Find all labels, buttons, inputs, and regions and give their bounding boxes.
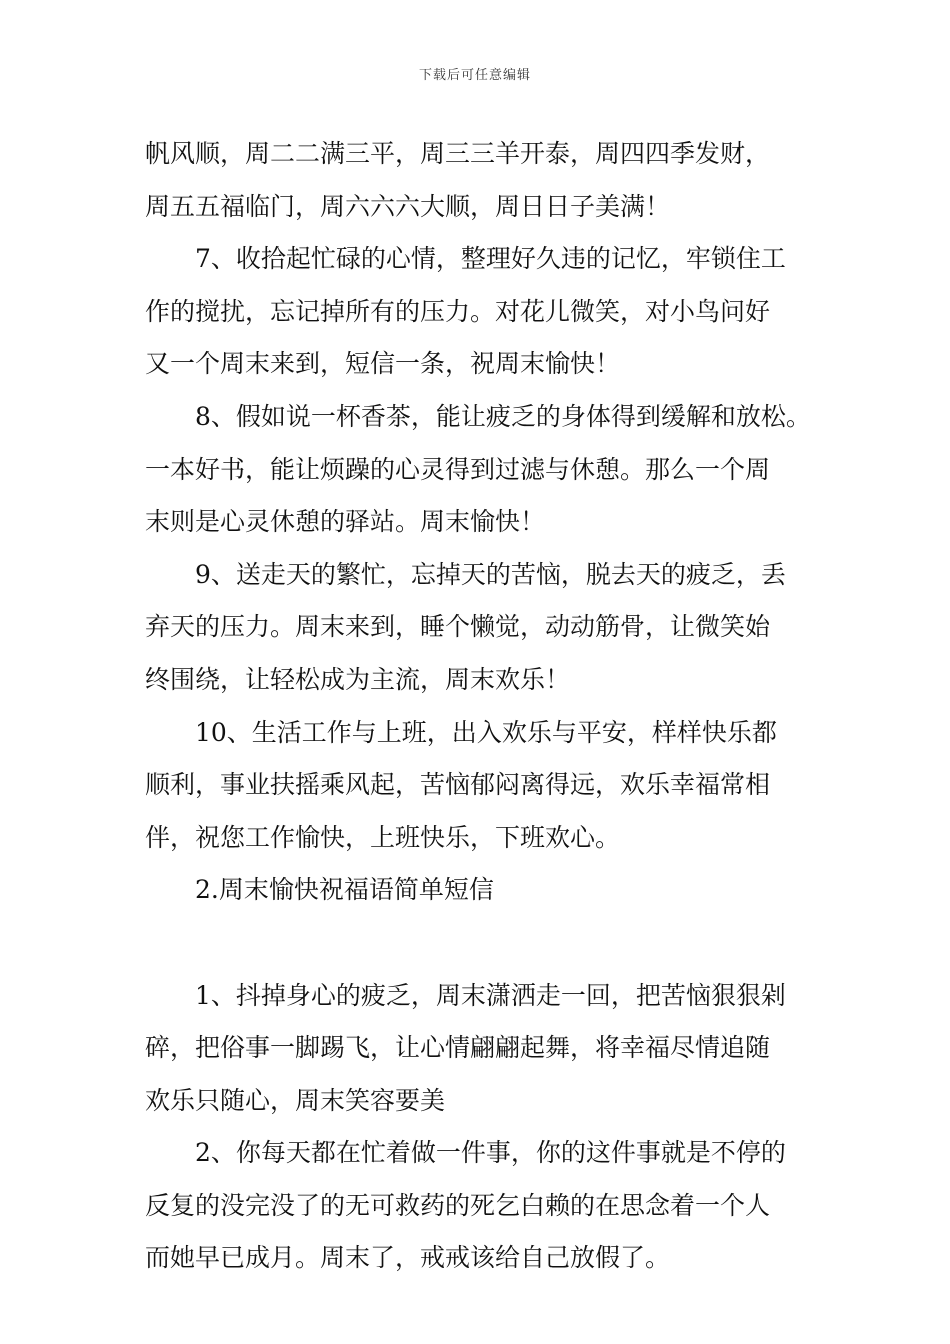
text-line: 2.周末愉快祝福语简单短信 [195, 875, 494, 905]
text-line: 周五五福临门，周六六六大顺，周日日子美满！ [145, 191, 671, 221]
text-line: 9、送走天的繁忙，忘掉天的苦恼，脱去天的疲乏，丢 [195, 559, 786, 589]
text-line: 而她早已成月。周末了，戒戒该给自己放假了。 [145, 1243, 671, 1273]
text-line: 碎，把俗事一脚踢飞，让心情翩翩起舞，将幸福尽情追随 [145, 1033, 771, 1063]
paragraph [145, 1127, 815, 1285]
paragraph [145, 549, 815, 707]
paragraph [145, 128, 815, 233]
page-header: 下载后可任意编辑 [418, 68, 531, 83]
text-line: 帆风顺，周二二满三平，周三三羊开泰，周四四季发财， [145, 139, 771, 168]
text-line: 末则是心灵休憩的驿站。周末愉快！ [145, 507, 546, 537]
text-line: 顺利，事业扶摇乘风起，苦恼郁闷离得远，欢乐幸福常相 [145, 770, 771, 800]
section-heading [145, 864, 815, 917]
text-line: 终围绕，让轻松成为主流，周末欢乐！ [145, 664, 571, 694]
text-line: 2、你每天都在忙着做一件事，你的这件事就是不停的 [195, 1138, 786, 1168]
text-line: 10、生活工作与上班，出入欢乐与平安，样样快乐都 [195, 717, 777, 747]
paragraph [145, 391, 815, 549]
blank-line [145, 917, 815, 970]
text-line: 又一个周末来到，短信一条，祝周末愉快！ [145, 349, 621, 379]
text-line: 8、假如说一杯香茶，能让疲乏的身体得到缓解和放松。 [195, 401, 811, 431]
text-line: 一本好书，能让烦躁的心灵得到过滤与休憩。那么一个周 [145, 454, 771, 484]
text-line: 弃天的压力。周末来到，睡个懒觉，动动筋骨，让微笑始 [145, 612, 771, 642]
text-line: 1、抖掉身心的疲乏，周末潇洒走一回，把苦恼狠狠剁 [195, 980, 786, 1010]
text-line: 伴，祝您工作愉快，上班快乐，下班欢心。 [145, 822, 621, 852]
document-body [145, 128, 815, 1285]
text-line: 欢乐只随心，周末笑容要美 [145, 1085, 446, 1115]
paragraph [145, 707, 815, 865]
paragraph [145, 970, 815, 1128]
text-line: 7、收拾起忙碌的心情，整理好久违的记忆，牢锁住工 [195, 244, 786, 274]
text-line: 作的搅扰，忘记掉所有的压力。对花儿微笑，对小鸟问好 [145, 296, 771, 326]
text-line: 反复的没完没了的无可救药的死乞白赖的在思念着一个人 [145, 1190, 771, 1220]
paragraph [145, 233, 815, 391]
